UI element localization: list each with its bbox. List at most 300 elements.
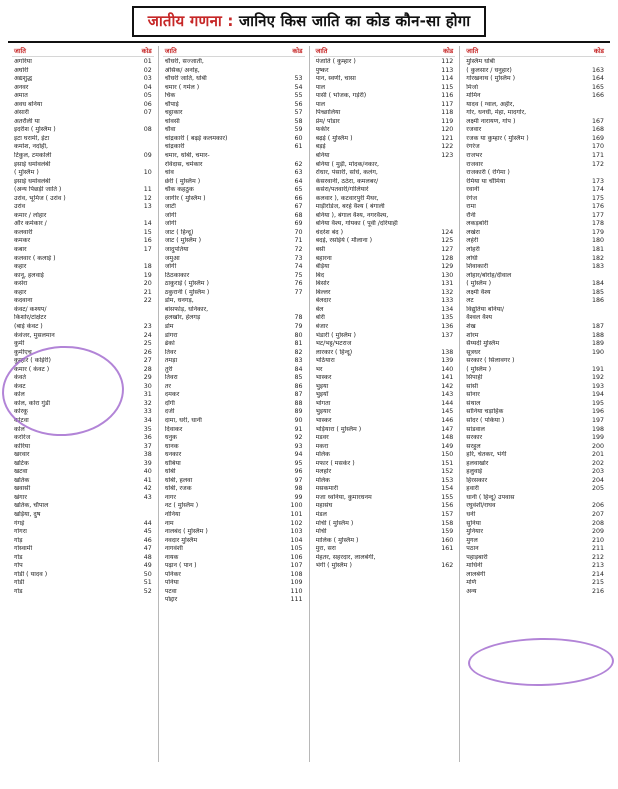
caste-row bbox=[314, 417, 456, 426]
caste-row bbox=[12, 67, 154, 76]
caste-row bbox=[163, 357, 305, 366]
caste-code: 67 bbox=[294, 203, 303, 211]
caste-code: 06 bbox=[143, 100, 152, 108]
caste-row bbox=[12, 520, 154, 529]
caste-row bbox=[464, 297, 606, 306]
caste-row bbox=[163, 109, 305, 118]
caste-row bbox=[314, 246, 456, 255]
caste-name: पनिया bbox=[164, 579, 179, 587]
caste-row bbox=[12, 340, 154, 349]
caste-name: केवर्त bbox=[14, 374, 26, 382]
caste-code: 140 bbox=[441, 365, 454, 373]
caste-code: 29 bbox=[143, 374, 152, 382]
caste-code: 77 bbox=[294, 288, 303, 296]
caste-name: केवंजर, मुसलमान bbox=[14, 331, 55, 339]
caste-name: वैश्वल वैश्य bbox=[466, 314, 493, 322]
caste-code: 09 bbox=[143, 152, 152, 160]
caste-row bbox=[314, 477, 456, 486]
caste-code: 22 bbox=[143, 297, 152, 305]
caste-row bbox=[464, 502, 606, 511]
caste-name: ( मुस्लिम ) bbox=[466, 365, 492, 373]
caste-name: ठाकुराई ( मुस्लिम ) bbox=[164, 280, 209, 288]
caste-row bbox=[314, 520, 456, 529]
caste-name: कलवार ), कटवारपुरी मैथर, bbox=[315, 194, 379, 202]
caste-row bbox=[163, 332, 305, 341]
caste-row bbox=[314, 374, 456, 383]
caste-code: 155 bbox=[441, 493, 454, 501]
caste-code: 146 bbox=[441, 416, 454, 424]
caste-row bbox=[464, 118, 606, 127]
caste-code: 88 bbox=[294, 399, 303, 407]
caste-row bbox=[12, 297, 154, 306]
caste-name: बंजार bbox=[315, 322, 328, 330]
caste-code: 106 bbox=[290, 553, 303, 561]
caste-code: 135 bbox=[441, 314, 454, 322]
caste-row bbox=[163, 383, 305, 392]
caste-row bbox=[464, 366, 606, 375]
caste-name: बनिया ( मुड़ी, मोदक/नकार, bbox=[315, 160, 379, 168]
caste-code: 37 bbox=[143, 442, 152, 450]
caste-code: 82 bbox=[294, 348, 303, 356]
caste-row bbox=[163, 502, 305, 511]
caste-code: 08 bbox=[143, 126, 152, 134]
caste-row bbox=[163, 255, 305, 264]
caste-name: रामा bbox=[466, 203, 476, 211]
caste-row bbox=[12, 391, 154, 400]
caste-name: पान, स्वर्णी, चासा bbox=[315, 75, 356, 83]
caste-row bbox=[464, 357, 606, 366]
caste-row bbox=[163, 596, 305, 605]
caste-name: कुर्मी bbox=[14, 340, 25, 348]
caste-row bbox=[314, 135, 456, 144]
caste-code: 158 bbox=[441, 519, 454, 527]
caste-name: लखेरा bbox=[466, 228, 480, 236]
caste-row bbox=[12, 332, 154, 341]
caste-name: हलखोर, हेलगड़ bbox=[164, 314, 201, 322]
caste-name: गोगरा bbox=[14, 528, 27, 536]
caste-name: पाल bbox=[315, 100, 325, 108]
caste-name: सुनिया bbox=[466, 519, 481, 527]
caste-row bbox=[464, 349, 606, 358]
caste-row bbox=[464, 562, 606, 571]
caste-row bbox=[12, 169, 154, 178]
caste-name: तिवर bbox=[164, 348, 177, 356]
caste-code: 189 bbox=[591, 340, 604, 348]
caste-row bbox=[12, 161, 154, 170]
caste-name: भठियारा bbox=[315, 357, 335, 365]
caste-row bbox=[464, 383, 606, 392]
caste-code: 46 bbox=[143, 536, 152, 544]
caste-row bbox=[12, 502, 154, 511]
caste-name: बिल्लर bbox=[315, 288, 331, 296]
caste-name: पठान bbox=[466, 545, 479, 553]
caste-name: बिसोर bbox=[315, 280, 330, 288]
caste-row bbox=[163, 545, 305, 554]
caste-row bbox=[12, 383, 154, 392]
caste-code: 10 bbox=[143, 169, 152, 177]
caste-row bbox=[314, 84, 456, 93]
caste-name: सैय्यदी मुस्लिम bbox=[466, 340, 500, 348]
caste-code: 149 bbox=[441, 442, 454, 450]
caste-row bbox=[464, 84, 606, 93]
caste-name: रजवार bbox=[466, 126, 482, 134]
caste-name: लोधी bbox=[466, 254, 478, 262]
caste-code: 212 bbox=[591, 553, 604, 561]
caste-name: माड़ीरोडेज, बरहे वैश्य ( बंगाली bbox=[315, 203, 385, 211]
caste-code: 190 bbox=[591, 348, 604, 356]
caste-code: 188 bbox=[591, 331, 604, 339]
column-header-name: जाति bbox=[466, 47, 479, 55]
page-header bbox=[8, 6, 610, 37]
caste-code: 169 bbox=[591, 134, 604, 142]
caste-row bbox=[464, 323, 606, 332]
caste-code: 65 bbox=[294, 186, 303, 194]
caste-code: 78 bbox=[294, 314, 303, 322]
caste-code: 89 bbox=[294, 408, 303, 416]
caste-code: 162 bbox=[441, 562, 454, 570]
caste-name: मलिक bbox=[315, 476, 331, 484]
caste-code: 99 bbox=[294, 493, 303, 501]
caste-code: 96 bbox=[294, 468, 303, 476]
caste-row bbox=[314, 485, 456, 494]
caste-code: 62 bbox=[294, 160, 303, 168]
caste-row bbox=[12, 400, 154, 409]
caste-row bbox=[314, 528, 456, 537]
caste-name: ( मुस्लिम ) bbox=[466, 280, 492, 288]
caste-code: 02 bbox=[143, 66, 152, 74]
caste-row bbox=[314, 195, 456, 204]
column-2-header bbox=[163, 46, 305, 57]
caste-code: 24 bbox=[143, 331, 152, 339]
caste-name: जाट ( मुस्लिम ) bbox=[164, 237, 202, 245]
caste-code: 20 bbox=[143, 280, 152, 288]
caste-code: 73 bbox=[294, 254, 303, 262]
caste-name: ठकुरानी ( मुस्लिम ) bbox=[164, 288, 210, 296]
caste-code: 134 bbox=[441, 305, 454, 313]
caste-code: 144 bbox=[441, 399, 454, 407]
caste-name: धोबी, हलवा bbox=[164, 476, 193, 484]
caste-code: 109 bbox=[290, 579, 303, 587]
caste-code: 79 bbox=[294, 322, 303, 330]
caste-name: राजकारी ( रंगिमा ) bbox=[466, 169, 510, 177]
caste-row bbox=[12, 84, 154, 93]
caste-name: लक्ष्मी नारायण, गोप ) bbox=[466, 117, 516, 125]
caste-name: किशोर/टांक्षेटर bbox=[14, 314, 47, 322]
caste-name: बसी bbox=[315, 246, 325, 254]
caste-name: कबार bbox=[14, 246, 27, 254]
caste-row bbox=[314, 323, 456, 332]
caste-row bbox=[314, 468, 456, 477]
caste-code: 200 bbox=[591, 442, 604, 450]
caste-name: जोगी bbox=[164, 220, 177, 228]
column-header-code: कोड bbox=[593, 47, 604, 55]
caste-row bbox=[163, 391, 305, 400]
caste-code: 69 bbox=[294, 220, 303, 228]
caste-row bbox=[314, 443, 456, 452]
caste-name: अंसिक/ अनोह, bbox=[164, 66, 200, 74]
caste-row bbox=[12, 494, 154, 503]
caste-row bbox=[464, 135, 606, 144]
caste-name: अवध बनिया bbox=[14, 100, 43, 108]
caste-name: खरवार bbox=[14, 451, 30, 459]
caste-name: ठिठकाकार bbox=[164, 271, 190, 279]
caste-name: कहार bbox=[14, 263, 27, 271]
caste-code: 151 bbox=[441, 459, 454, 467]
caste-code: 52 bbox=[143, 587, 152, 595]
caste-row bbox=[12, 468, 154, 477]
caste-name: नालबंद ( मुस्लिम ) bbox=[164, 528, 208, 536]
caste-name: चमार, धोबी, चमार- bbox=[164, 152, 210, 160]
caste-row bbox=[314, 220, 456, 229]
caste-name: चौपाई bbox=[164, 100, 179, 108]
caste-code: 199 bbox=[591, 434, 604, 442]
caste-name: मलिक bbox=[315, 451, 331, 459]
caste-row bbox=[464, 143, 606, 152]
caste-name: राजवार bbox=[466, 160, 483, 168]
caste-code: 63 bbox=[294, 169, 303, 177]
caste-name: रवानी bbox=[466, 186, 480, 194]
caste-row bbox=[314, 426, 456, 435]
caste-code: 45 bbox=[143, 528, 152, 536]
caste-row bbox=[314, 562, 456, 571]
caste-code: 128 bbox=[441, 254, 454, 262]
caste-name: विद्युतिया बनिया/ bbox=[466, 305, 504, 313]
caste-code: 25 bbox=[143, 340, 152, 348]
caste-code: 129 bbox=[441, 263, 454, 271]
caste-code: 61 bbox=[294, 143, 303, 151]
caste-row bbox=[163, 443, 305, 452]
columns-container bbox=[8, 46, 610, 762]
caste-row bbox=[12, 203, 154, 212]
caste-code: 100 bbox=[290, 502, 303, 510]
caste-row bbox=[314, 391, 456, 400]
caste-name: सोनिया चड़ाहिक bbox=[466, 408, 504, 416]
caste-row bbox=[464, 75, 606, 84]
caste-name: बिंद bbox=[315, 271, 325, 279]
caste-row bbox=[314, 494, 456, 503]
caste-code: 53 bbox=[294, 75, 303, 83]
caste-name: लोहार/बोरोह/दीवाल bbox=[466, 271, 512, 279]
column-4-header bbox=[464, 46, 606, 57]
caste-name: खटिक bbox=[14, 459, 29, 467]
caste-name: रोंधार, पंसारी, सोंधे, कलंग, bbox=[315, 169, 378, 177]
caste-name: सांसी bbox=[466, 382, 479, 390]
caste-name: जागीर ( मुस्लिम ) bbox=[164, 194, 206, 202]
caste-row bbox=[12, 554, 154, 563]
caste-name: चौक कहठुक bbox=[164, 186, 194, 194]
caste-row bbox=[12, 511, 154, 520]
caste-code: 94 bbox=[294, 451, 303, 459]
caste-code: 97 bbox=[294, 476, 303, 484]
caste-code: 136 bbox=[441, 322, 454, 330]
caste-code: 72 bbox=[294, 246, 303, 254]
caste-name: केवट bbox=[14, 382, 26, 390]
caste-name: संथाल bbox=[466, 399, 481, 407]
caste-row bbox=[163, 485, 305, 494]
caste-row bbox=[163, 143, 305, 152]
caste-name: बांसफोड़, धनिकार, bbox=[164, 305, 209, 313]
caste-code: 130 bbox=[441, 271, 454, 279]
caste-code: 103 bbox=[290, 528, 303, 536]
caste-code: 186 bbox=[591, 297, 604, 305]
caste-name: धोबी, रजक bbox=[164, 485, 192, 493]
caste-code: 115 bbox=[441, 83, 454, 91]
caste-row bbox=[464, 408, 606, 417]
caste-name: बेड़िया bbox=[315, 263, 330, 271]
caste-row bbox=[314, 297, 456, 306]
caste-name: गंगई bbox=[14, 519, 25, 527]
caste-name: सोनार bbox=[466, 391, 480, 399]
caste-row bbox=[12, 528, 154, 537]
caste-name: हवारी bbox=[466, 485, 479, 493]
caste-row bbox=[314, 118, 456, 127]
caste-code: 194 bbox=[591, 391, 604, 399]
caste-code: 36 bbox=[143, 434, 152, 442]
caste-name: खतिक, चौपाल bbox=[14, 502, 49, 510]
caste-name: सरकार bbox=[466, 434, 483, 442]
caste-name: कमार ( केवट ) bbox=[14, 365, 50, 373]
caste-row bbox=[163, 246, 305, 255]
caste-code: 81 bbox=[294, 340, 303, 348]
caste-code: 111 bbox=[290, 596, 303, 604]
caste-code: 86 bbox=[294, 382, 303, 390]
caste-code: 132 bbox=[441, 288, 454, 296]
caste-name: तिवरा bbox=[164, 374, 178, 382]
caste-code: 164 bbox=[591, 75, 604, 83]
caste-name: गोड bbox=[14, 587, 23, 595]
caste-code: 179 bbox=[591, 228, 604, 236]
caste-row bbox=[314, 92, 456, 101]
caste-row bbox=[12, 485, 154, 494]
caste-row bbox=[314, 143, 456, 152]
caste-code: 16 bbox=[143, 237, 152, 245]
caste-row bbox=[163, 229, 305, 238]
caste-row bbox=[163, 272, 305, 281]
caste-code: 44 bbox=[143, 519, 152, 527]
caste-code: 184 bbox=[591, 280, 604, 288]
caste-code: 181 bbox=[591, 246, 604, 254]
caste-row bbox=[314, 263, 456, 272]
caste-code: 159 bbox=[441, 528, 454, 536]
caste-name: गोडी ( यादव ) bbox=[14, 570, 48, 578]
caste-name: इसाई धर्मावलंबी bbox=[14, 177, 51, 185]
caste-row bbox=[314, 332, 456, 341]
caste-row bbox=[464, 109, 606, 118]
caste-name: अगरिया bbox=[14, 58, 32, 65]
caste-name: भुइयार bbox=[315, 408, 331, 416]
caste-code: 43 bbox=[143, 493, 152, 501]
caste-row bbox=[314, 75, 456, 84]
caste-code: 91 bbox=[294, 425, 303, 433]
caste-code: 161 bbox=[441, 545, 454, 553]
caste-code: 125 bbox=[441, 237, 454, 245]
caste-code: 04 bbox=[143, 83, 152, 91]
caste-name: बहारना bbox=[315, 254, 332, 262]
caste-row bbox=[12, 237, 154, 246]
caste-name: जादुपतिया bbox=[164, 246, 189, 254]
caste-name: जोगी bbox=[164, 211, 177, 219]
caste-row bbox=[464, 246, 606, 255]
caste-row bbox=[314, 237, 456, 246]
caste-code: 35 bbox=[143, 425, 152, 433]
caste-code: 127 bbox=[441, 246, 454, 254]
caste-row bbox=[163, 451, 305, 460]
caste-name: दमकर bbox=[164, 391, 180, 399]
caste-name: राजभर bbox=[466, 152, 483, 160]
caste-name: नट ( मुस्लिम ) bbox=[164, 502, 199, 510]
caste-name: रजक या कुम्हार ( मुस्लिम ) bbox=[466, 134, 529, 142]
caste-row bbox=[12, 579, 154, 588]
caste-row bbox=[163, 426, 305, 435]
caste-name: चौधरी, सज्जाती, bbox=[164, 58, 204, 65]
caste-code: 117 bbox=[441, 100, 454, 108]
caste-row bbox=[163, 67, 305, 76]
caste-name: कोल bbox=[14, 391, 25, 399]
caste-code: 121 bbox=[441, 134, 454, 142]
caste-row bbox=[12, 460, 154, 469]
caste-code: 83 bbox=[294, 357, 303, 365]
caste-code: 108 bbox=[290, 570, 303, 578]
caste-code: 116 bbox=[441, 92, 454, 100]
caste-row bbox=[163, 468, 305, 477]
caste-code: 208 bbox=[591, 519, 604, 527]
caste-code: 153 bbox=[441, 476, 454, 484]
caste-row bbox=[314, 169, 456, 178]
caste-code: 49 bbox=[143, 562, 152, 570]
caste-row bbox=[12, 588, 154, 597]
caste-name: मकरा bbox=[315, 442, 329, 450]
column-4 bbox=[459, 46, 610, 762]
caste-name: बड़ई bbox=[315, 143, 326, 151]
caste-row bbox=[464, 169, 606, 178]
caste-row bbox=[163, 374, 305, 383]
caste-row bbox=[12, 186, 154, 195]
caste-name: चंदरेश बंद ) bbox=[315, 228, 344, 236]
caste-name: रंगरेज bbox=[466, 143, 480, 151]
caste-name: जमुआ bbox=[164, 254, 180, 262]
caste-code: 195 bbox=[591, 399, 604, 407]
caste-code: 150 bbox=[441, 451, 454, 459]
caste-row bbox=[314, 58, 456, 67]
caste-code: 102 bbox=[290, 519, 303, 527]
caste-name: रौनी bbox=[466, 211, 476, 219]
caste-code: 23 bbox=[143, 322, 152, 330]
caste-name: मंडल bbox=[315, 510, 327, 518]
caste-row bbox=[163, 537, 305, 546]
caste-name: हिरसकार bbox=[466, 476, 488, 484]
caste-code: 92 bbox=[294, 434, 303, 442]
caste-name: मणि bbox=[466, 579, 477, 587]
caste-row bbox=[314, 67, 456, 76]
caste-row bbox=[314, 545, 456, 554]
caste-row bbox=[12, 537, 154, 546]
caste-list-3 bbox=[314, 58, 456, 571]
caste-name: कोल, कोरा गुंडी bbox=[14, 399, 50, 407]
caste-row bbox=[163, 528, 305, 537]
caste-name: महासंघ bbox=[315, 502, 333, 510]
column-2 bbox=[158, 46, 309, 762]
caste-code: 87 bbox=[294, 391, 303, 399]
caste-row bbox=[464, 272, 606, 281]
caste-name: मफार ( मसकेर ) bbox=[315, 459, 355, 467]
caste-row bbox=[464, 511, 606, 520]
caste-name: भुइयाँ bbox=[315, 391, 329, 399]
caste-name: कोरिया bbox=[14, 442, 30, 450]
caste-name: केवट/ कश्यप/ bbox=[14, 305, 47, 313]
caste-row bbox=[314, 451, 456, 460]
caste-name: कसेरा/पतवारी/गोलियारे bbox=[315, 186, 369, 194]
column-3-header bbox=[314, 46, 456, 57]
